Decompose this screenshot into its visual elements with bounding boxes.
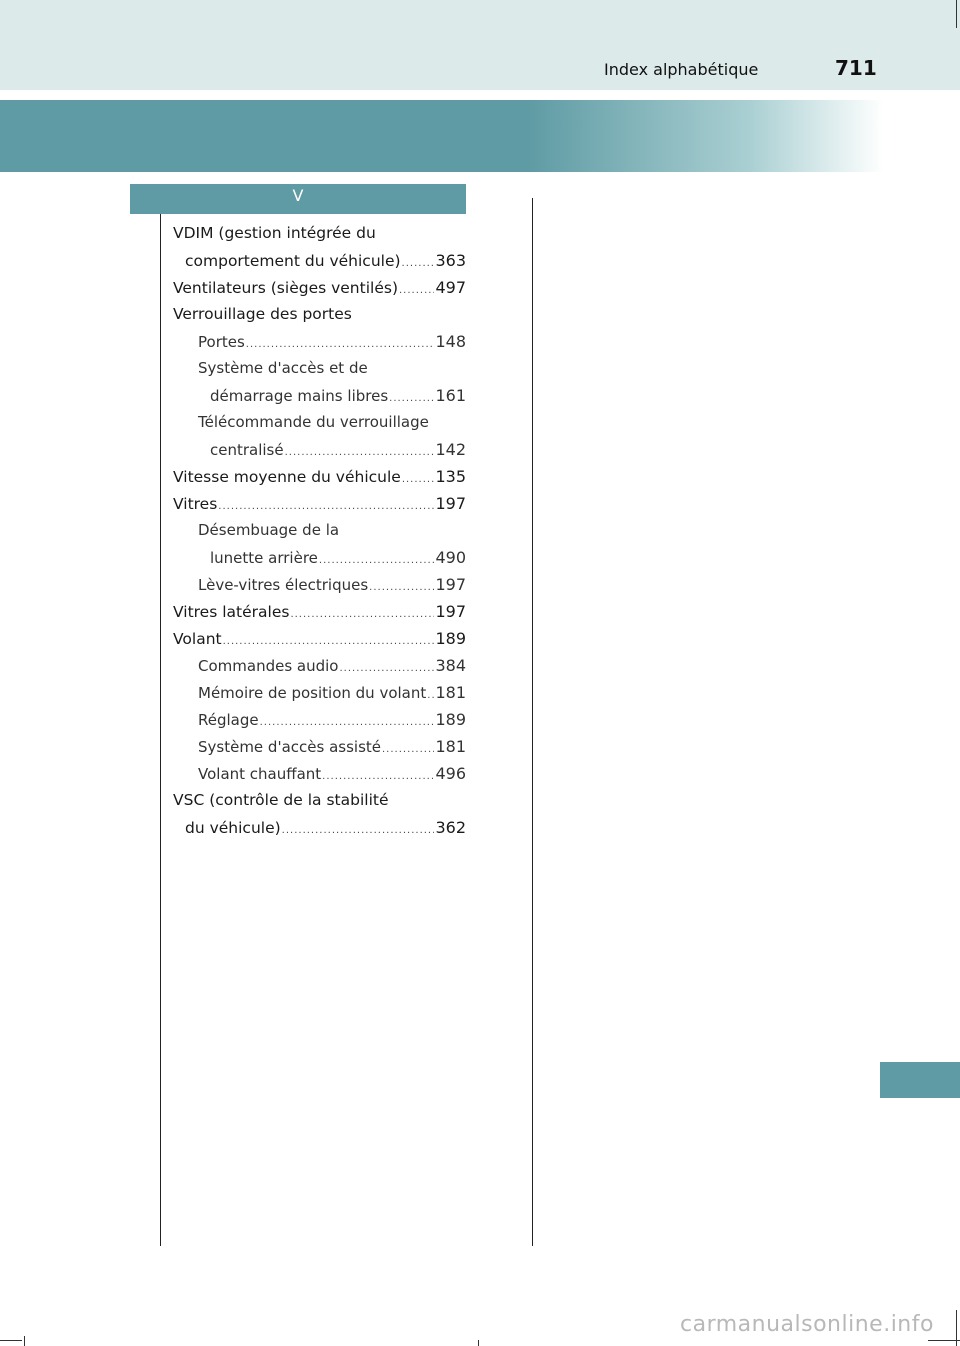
index-subentry[interactable]: Désembuage de la	[198, 521, 340, 539]
index-subentry[interactable]: centralisé ..... 142	[173, 436, 466, 463]
index-subentry[interactable]: Portes ..... 148	[173, 328, 466, 355]
index-entry[interactable]: comportement du véhicule) ..... 363	[173, 247, 466, 274]
entry-page: 181	[435, 737, 466, 756]
entry-page: 384	[435, 656, 466, 675]
header-band	[0, 0, 960, 90]
entry-page: 189	[435, 629, 466, 648]
index-entry[interactable]: Volant ..... 189	[173, 625, 466, 652]
column-rule-middle	[532, 198, 533, 1246]
entry-page: 181	[435, 683, 466, 702]
index-entry[interactable]: VDIM (gestion intégrée du	[173, 224, 376, 242]
index-subentry[interactable]: démarrage mains libres ..... 161	[173, 382, 466, 409]
index-subentry[interactable]: Commandes audio ..... 384	[173, 652, 466, 679]
entry-page: 496	[435, 764, 466, 783]
section-letter: V	[292, 186, 304, 205]
page-number: 711	[835, 56, 877, 80]
entry-page: 362	[435, 818, 466, 837]
entry-page: 189	[435, 710, 466, 729]
column-rule-left	[160, 214, 161, 1246]
index-entry[interactable]: Vitres latérales ..... 197	[173, 598, 466, 625]
entry-page: 142	[435, 440, 466, 459]
index-subentry[interactable]: Système d'accès et de	[198, 359, 368, 377]
index-entries	[173, 220, 466, 841]
crop-mark	[478, 1340, 479, 1346]
index-subentry[interactable]: Réglage ..... 189	[173, 706, 466, 733]
index-entry[interactable]: Verrouillage des portes	[173, 305, 352, 323]
entry-page: 497	[435, 278, 466, 297]
index-subentry[interactable]: Système d'accès assisté ..... 181	[173, 733, 466, 760]
watermark: carmanualsonline.info	[680, 1312, 934, 1337]
entry-page: 161	[435, 386, 466, 405]
index-subentry[interactable]: Lève-vitres électriques ..... 197	[173, 571, 466, 598]
crop-mark	[0, 1340, 22, 1341]
entry-page: 197	[435, 575, 466, 594]
index-entry[interactable]: Vitesse moyenne du véhicule ..... 135	[173, 463, 466, 490]
index-entry[interactable]: du véhicule) ..... 362	[173, 814, 466, 841]
entry-page: 148	[435, 332, 466, 351]
page-title: Index alphabétique	[604, 60, 759, 79]
index-subentry[interactable]: Mémoire de position du volant ..... 181	[173, 679, 466, 706]
index-subentry[interactable]: Volant chauffant ..... 496	[173, 760, 466, 787]
entry-page: 135	[435, 467, 466, 486]
index-entry[interactable]: Vitres ..... 197	[173, 490, 466, 517]
entry-page: 197	[435, 494, 466, 513]
crop-mark	[24, 1336, 25, 1346]
section-letter-bar	[130, 184, 466, 214]
crop-mark	[956, 1310, 957, 1346]
index-entry[interactable]: VSC (contrôle de la stabilité	[173, 791, 389, 809]
chapter-tab	[880, 1062, 960, 1098]
entry-page: 363	[435, 251, 466, 270]
entry-page: 197	[435, 602, 466, 621]
crop-mark	[956, 0, 957, 28]
index-subentry[interactable]: Télécommande du verrouillage	[198, 413, 429, 431]
index-subentry[interactable]: lunette arrière ..... 490	[173, 544, 466, 571]
entry-page: 490	[435, 548, 466, 567]
index-entry[interactable]: Ventilateurs (sièges ventilés) ..... 497	[173, 274, 466, 301]
header-gradient-bar	[0, 100, 960, 172]
